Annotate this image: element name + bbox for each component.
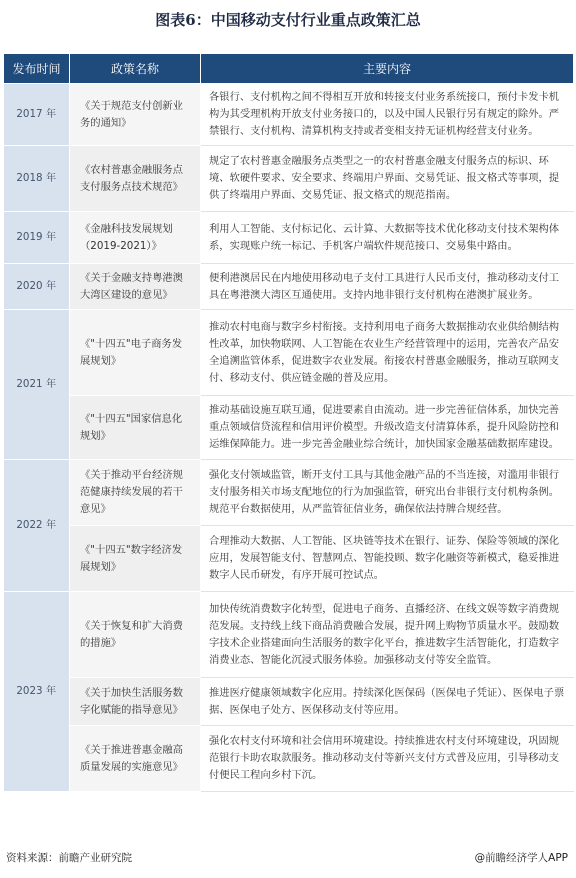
- policy-name-cell: 《关于加快生活服务数字化赋能的指导意见》: [70, 678, 201, 726]
- year-cell: 2023 年: [4, 592, 70, 792]
- table-row: [4, 84, 574, 146]
- policy-name-cell: 《关于推动平台经济规范健康持续发展的若干意见》: [70, 460, 201, 526]
- policy-name-cell: 《"十四五"国家信息化规划》: [70, 396, 201, 460]
- year-cell: 2019 年: [4, 212, 70, 264]
- year-cell: 2018 年: [4, 146, 70, 212]
- table-row: [4, 726, 574, 792]
- policy-content-cell: 利用人工智能、支付标记化、云计算、大数据等技术优化移动支付技术架构体系，实现账户统一标记、手机客户端软件规范接口、交易集中路由。: [201, 212, 574, 264]
- header-content: 主要内容: [201, 54, 574, 84]
- policy-content-cell: 强化农村支付环境和社会信用环境建设。持续推进农村支付环境建设，巩固规范银行卡助农取款服务。推动移动支付等新兴支付方式普及应用，引导移动支付便民工程向乡村下沉。: [201, 726, 574, 792]
- policy-name-cell: 《关于规范支付创新业务的通知》: [70, 84, 201, 146]
- policy-content-cell: 便利港澳居民在内地使用移动电子支付工具进行人民币支付，推动移动支付工具在粤港澳大湾区互通使用。支持内地非银行支付机构在港澳扩展业务。: [201, 264, 574, 310]
- policy-name-cell: 《关于金融支持粤港澳大湾区建设的意见》: [70, 264, 201, 310]
- year-cell: 2021 年: [4, 310, 70, 460]
- policy-name-cell: 《"十四五"电子商务发展规划》: [70, 310, 201, 396]
- policy-content-cell: 推动基础设施互联互通，促进要素自由流动。进一步完善征信体系，加快完善重点领域信贷流程和信用评价模型。升级改造支付清算体系，提升风险防控和运维保障能力。进一步完善金融业综合统计，加快国家金融基础数据库建设。: [201, 396, 574, 460]
- policy-name-cell: 《关于恢复和扩大消费的措施》: [70, 592, 201, 678]
- table-row: [4, 264, 574, 310]
- table-row: [4, 212, 574, 264]
- table-row: [4, 396, 574, 460]
- brand-credit: @前瞻经济学人APP: [474, 852, 568, 864]
- year-cell: 2022 年: [4, 460, 70, 592]
- table-row: [4, 310, 574, 396]
- figure-title: 图表6：中国移动支付行业重点政策汇总: [155, 11, 421, 29]
- policy-content-cell: 各银行、支付机构之间不得相互开放和转接支付业务系统接口，预付卡发卡机构为其受理机构开放支付业务接口的，以及中国人民银行另有规定的除外。严禁银行、支付机构、清算机构支持或者变相支持无证机构经营支付业务。: [201, 84, 574, 146]
- policy-name-cell: 《"十四五"数字经济发展规划》: [70, 526, 201, 592]
- table-header-row: [4, 54, 574, 84]
- header-policy: 政策名称: [70, 54, 201, 84]
- year-cell: 2020 年: [4, 264, 70, 310]
- policy-content-cell: 加快传统消费数字化转型，促进电子商务、直播经济、在线文娱等数字消费规范发展。支持线上线下商品消费融合发展，提升网上购物节质量水平。鼓励数字技术企业搭建面向生活服务的数字化平台，推进数字生活智能化，打造数字消费业态、智能化沉浸式服务体验。加强移动支付等安全监管。: [201, 592, 574, 678]
- table-row: [4, 678, 574, 726]
- source-note: 资料来源：前瞻产业研究院: [6, 852, 132, 864]
- policy-content-cell: 规定了农村普惠金融服务点类型之一的农村普惠金融支付服务点的标识、环境、软硬件要求、安全要求、终端用户界面、交易凭证、报文格式等事项，提供了终端用户界面、交易凭证、报文格式的规范指南。: [201, 146, 574, 212]
- table-row: [4, 526, 574, 592]
- policy-name-cell: 《农村普惠金融服务点支付服务点技术规范》: [70, 146, 201, 212]
- policy-name-cell: 《金融科技发展规划（2019-2021）》: [70, 212, 201, 264]
- policy-content-cell: 强化支付领域监管，断开支付工具与其他金融产品的不当连接，对滥用非银行支付服务相关市场支配地位的行为加强监管，研究出台非银行支付机构条例。规范平台数据使用，从严监管征信业务，确保依法持牌合规经营。: [201, 460, 574, 526]
- policy-name-cell: 《关于推进普惠金融高质量发展的实施意见》: [70, 726, 201, 792]
- table-row: [4, 592, 574, 678]
- table-row: [4, 146, 574, 212]
- policy-content-cell: 合理推动大数据、人工智能、区块链等技术在银行、证券、保险等领域的深化应用，发展智能支付、智慧网点、智能投顾、数字化融资等新模式，稳妥推进数字人民币研发，有序开展可控试点。: [201, 526, 574, 592]
- table-row: [4, 460, 574, 526]
- policy-content-cell: 推动农村电商与数字乡村衔接。支持利用电子商务大数据推动农业供给侧结构性改革，加快物联网、人工智能在农业生产经营管理中的运用，完善农产品安全追溯监管体系，促进数字农业发展。衔接农村普惠金融服务，推动互联网支付、移动支付、供应链金融的普及应用。: [201, 310, 574, 396]
- year-cell: 2017 年: [4, 84, 70, 146]
- policy-table: [3, 53, 574, 792]
- policy-content-cell: 推进医疗健康领域数字化应用。持续深化医保码（医保电子凭证）、医保电子票据、医保电子处方、医保移动支付等应用。: [201, 678, 574, 726]
- header-year: 发布时间: [4, 54, 70, 84]
